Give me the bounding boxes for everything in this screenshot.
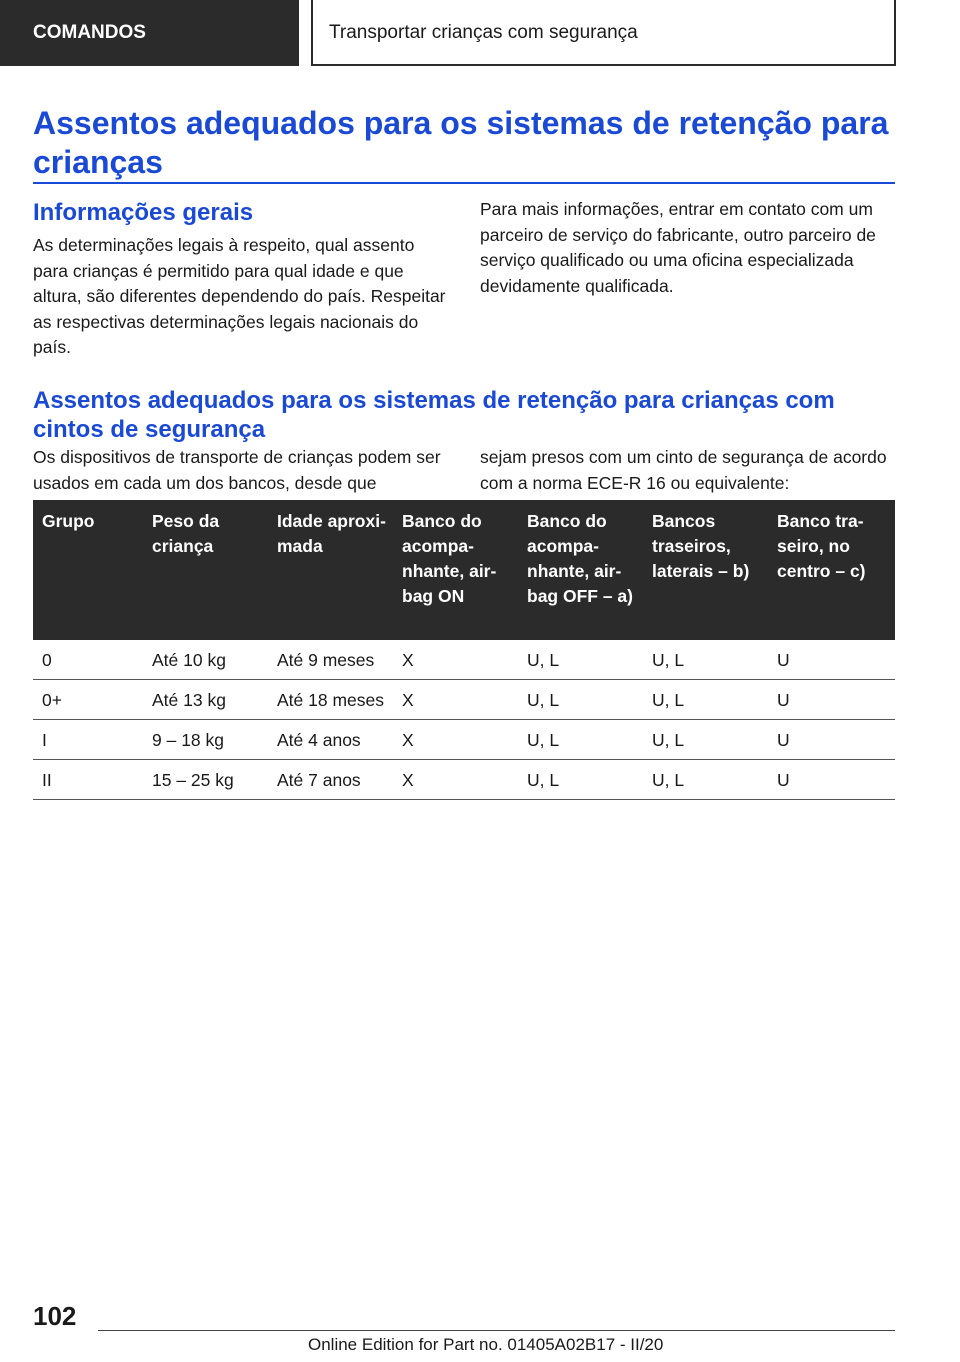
table-cell: I bbox=[33, 720, 143, 760]
table-cell: U, L bbox=[518, 640, 643, 680]
belts-left-text: Os dispositivos de transporte de crianças podem ser usados em cada um dos bancos, desde que bbox=[33, 447, 441, 493]
table-header-row bbox=[33, 500, 895, 640]
table-row bbox=[33, 720, 895, 760]
table-cell: Até 10 kg bbox=[143, 640, 268, 680]
seat-suitability-table bbox=[33, 500, 895, 800]
table-cell: II bbox=[33, 760, 143, 800]
section-tab: COMANDOS bbox=[0, 0, 299, 66]
table-cell: X bbox=[393, 720, 518, 760]
header-cell-rear-center: Banco traseiro, no centro – c) bbox=[768, 500, 895, 640]
table-cell: X bbox=[393, 760, 518, 800]
table-row bbox=[33, 760, 895, 800]
edition-note: Online Edition for Part no. 01405A02B17 - II/20 bbox=[308, 1335, 664, 1354]
header-cell-rear-outer: Bancos traseiros, laterais – b) bbox=[643, 500, 768, 640]
table-cell: U, L bbox=[518, 760, 643, 800]
table-cell: U, L bbox=[643, 720, 768, 760]
belts-heading: Assentos adequados para os sistemas de retenção para crianças com cintos de segurança bbox=[33, 387, 835, 443]
table-cell: U, L bbox=[643, 680, 768, 720]
footer-divider bbox=[98, 1330, 895, 1331]
table-cell: Até 9 meses bbox=[268, 640, 393, 680]
table-cell: U, L bbox=[643, 640, 768, 680]
header-cell-passenger-airbag-on: Banco do acompanhante, airbag ON bbox=[393, 500, 518, 640]
general-info-left-text: As determinações legais à respeito, qual assento para crianças é permitido para qual idade e que altura, são diferentes dependendo do país. Respeitar as respectivas determinações legais nacionais do país. bbox=[33, 235, 446, 357]
header-cell-age: Idade aproximada bbox=[268, 500, 393, 640]
table-cell: 9 – 18 kg bbox=[143, 720, 268, 760]
table-cell: 0+ bbox=[33, 680, 143, 720]
table-cell: U bbox=[768, 760, 895, 800]
general-info-right-text: Para mais informações, entrar em contato com um parceiro de serviço do fabricante, outro parceiro de serviço qualificado ou uma oficina especializada devidamente qualificada. bbox=[480, 199, 876, 296]
header-cell-weight: Peso da criança bbox=[143, 500, 268, 640]
table-cell: U, L bbox=[643, 760, 768, 800]
table-cell: X bbox=[393, 680, 518, 720]
table-cell: Até 18 meses bbox=[268, 680, 393, 720]
header-cell-passenger-airbag-off: Banco do acompanhante, airbag OFF – a) bbox=[518, 500, 643, 640]
table-cell: 0 bbox=[33, 640, 143, 680]
table-cell: Até 13 kg bbox=[143, 680, 268, 720]
page-number: 102 bbox=[33, 1301, 77, 1331]
chapter-title: Transportar crianças com segurança bbox=[311, 0, 896, 66]
title-divider bbox=[33, 182, 895, 184]
table-row bbox=[33, 680, 895, 720]
general-info-heading: Informações gerais bbox=[33, 199, 254, 226]
table-cell: U, L bbox=[518, 680, 643, 720]
header-cell-group: Grupo bbox=[33, 500, 143, 640]
table-cell: U, L bbox=[518, 720, 643, 760]
table-cell: Até 7 anos bbox=[268, 760, 393, 800]
table-cell: U bbox=[768, 640, 895, 680]
table-cell: 15 – 25 kg bbox=[143, 760, 268, 800]
table-cell: Até 4 anos bbox=[268, 720, 393, 760]
table-cell: X bbox=[393, 640, 518, 680]
page-title: Assentos adequados para os sistemas de retenção para crianças bbox=[33, 105, 889, 180]
table-cell: U bbox=[768, 680, 895, 720]
table-row bbox=[33, 640, 895, 680]
belts-right-text: sejam presos com um cinto de segurança de acordo com a norma ECE-R 16 ou equivalente: bbox=[480, 447, 887, 493]
table-cell: U bbox=[768, 720, 895, 760]
